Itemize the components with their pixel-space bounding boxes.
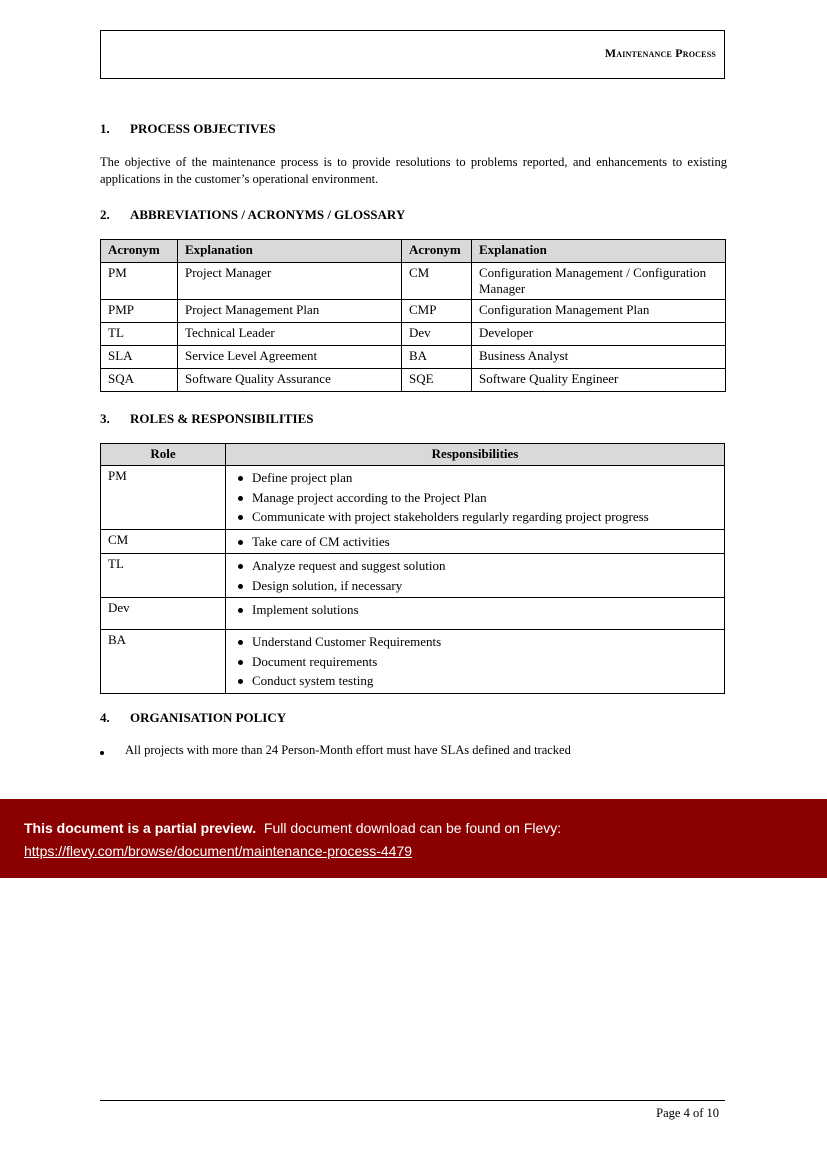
explanation-cell: Developer xyxy=(472,323,726,346)
section-number: 2. xyxy=(100,207,110,222)
section-title: ROLES & RESPONSIBILITIES xyxy=(130,411,314,426)
table-row xyxy=(101,466,725,530)
responsibilities-cell xyxy=(226,598,725,630)
column-header: Responsibilities xyxy=(226,444,725,466)
table-row xyxy=(101,529,725,554)
list-item: Design solution, if necessary xyxy=(252,576,717,596)
role-cell: TL xyxy=(101,554,226,598)
table-row xyxy=(101,300,726,323)
list-item: Manage project according to the Project Plan xyxy=(252,488,717,508)
responsibility-list xyxy=(233,468,717,527)
banner-text: Full document download can be found on Flevy: xyxy=(263,820,562,836)
section-title: ORGANISATION POLICY xyxy=(130,710,287,725)
banner-bold-text: This document is a partial preview. xyxy=(24,820,257,836)
explanation-cell: Project Manager xyxy=(178,263,402,300)
section-heading-objectives xyxy=(100,121,276,137)
table-row xyxy=(101,554,725,598)
acronym-cell: BA xyxy=(402,346,472,369)
acronym-cell: PMP xyxy=(101,300,178,323)
section-number: 3. xyxy=(100,411,110,426)
section-number: 4. xyxy=(100,710,110,725)
list-item: Take care of CM activities xyxy=(252,532,717,552)
objectives-paragraph: The objective of the maintenance process is to provide resolutions to problems reported, and enhancements to existing applications in the customer’s operational environment. xyxy=(100,155,727,186)
column-header: Acronym xyxy=(101,240,178,263)
role-cell: CM xyxy=(101,529,226,554)
explanation-cell: Configuration Management / Configuration Manager xyxy=(472,263,726,300)
section-title: PROCESS OBJECTIVES xyxy=(130,121,276,136)
roles-table xyxy=(100,443,725,694)
list-item: Analyze request and suggest solution xyxy=(252,556,717,576)
role-cell: PM xyxy=(101,466,226,530)
responsibilities-cell xyxy=(226,529,725,554)
abbreviations-table xyxy=(100,239,726,392)
table-row xyxy=(101,630,725,694)
acronym-cell: PM xyxy=(101,263,178,300)
acronym-cell: SQA xyxy=(101,369,178,392)
section-heading-abbreviations xyxy=(100,207,405,223)
role-cell: Dev xyxy=(101,598,226,630)
explanation-cell: Project Management Plan xyxy=(178,300,402,323)
acronym-cell: CMP xyxy=(402,300,472,323)
table-header-row xyxy=(101,240,726,263)
explanation-cell: Software Quality Engineer xyxy=(472,369,726,392)
responsibilities-cell xyxy=(226,630,725,694)
section-heading-roles xyxy=(100,411,314,427)
list-item: Understand Customer Requirements xyxy=(252,632,717,652)
table-row xyxy=(101,369,726,392)
acronym-cell: CM xyxy=(402,263,472,300)
responsibilities-cell xyxy=(226,554,725,598)
column-header: Explanation xyxy=(178,240,402,263)
document-title: Maintenance Process xyxy=(604,46,716,60)
list-item: Document requirements xyxy=(252,652,717,672)
explanation-cell: Software Quality Assurance xyxy=(178,369,402,392)
list-item: Conduct system testing xyxy=(252,671,717,691)
footer-divider xyxy=(100,1100,725,1101)
responsibilities-cell xyxy=(226,466,725,530)
section-heading-policy xyxy=(100,710,286,726)
acronym-cell: TL xyxy=(101,323,178,346)
column-header: Acronym xyxy=(402,240,472,263)
column-header: Explanation xyxy=(472,240,726,263)
table-header-row xyxy=(101,444,725,466)
section-title: ABBREVIATIONS / ACRONYMS / GLOSSARY xyxy=(130,207,406,222)
responsibility-list xyxy=(233,600,717,620)
list-item: Define project plan xyxy=(252,468,717,488)
explanation-cell: Business Analyst xyxy=(472,346,726,369)
table-row xyxy=(101,323,726,346)
acronym-cell: SLA xyxy=(101,346,178,369)
table-row xyxy=(101,598,725,630)
responsibility-list xyxy=(233,532,717,552)
list-item: Implement solutions xyxy=(252,600,717,620)
acronym-cell: Dev xyxy=(402,323,472,346)
role-cell: BA xyxy=(101,630,226,694)
responsibility-list xyxy=(233,632,717,691)
list-item: Communicate with project stakeholders regularly regarding project progress xyxy=(252,507,717,527)
policy-text: All projects with more than 24 Person-Month effort must have SLAs defined and tracked xyxy=(125,743,571,757)
responsibility-list xyxy=(233,556,717,595)
explanation-cell: Configuration Management Plan xyxy=(472,300,726,323)
section-number: 1. xyxy=(100,121,110,136)
bullet-icon xyxy=(100,751,104,755)
table-row xyxy=(101,346,726,369)
page-number: Page 4 of 10 xyxy=(656,1106,719,1120)
explanation-cell: Service Level Agreement xyxy=(178,346,402,369)
preview-banner xyxy=(0,799,827,878)
acronym-cell: SQE xyxy=(402,369,472,392)
column-header: Role xyxy=(101,444,226,466)
banner-message xyxy=(24,820,561,836)
explanation-cell: Technical Leader xyxy=(178,323,402,346)
page-header xyxy=(100,30,725,79)
download-link[interactable]: https://flevy.com/browse/document/maintenance-process-4479 xyxy=(24,843,413,859)
table-row xyxy=(101,263,726,300)
